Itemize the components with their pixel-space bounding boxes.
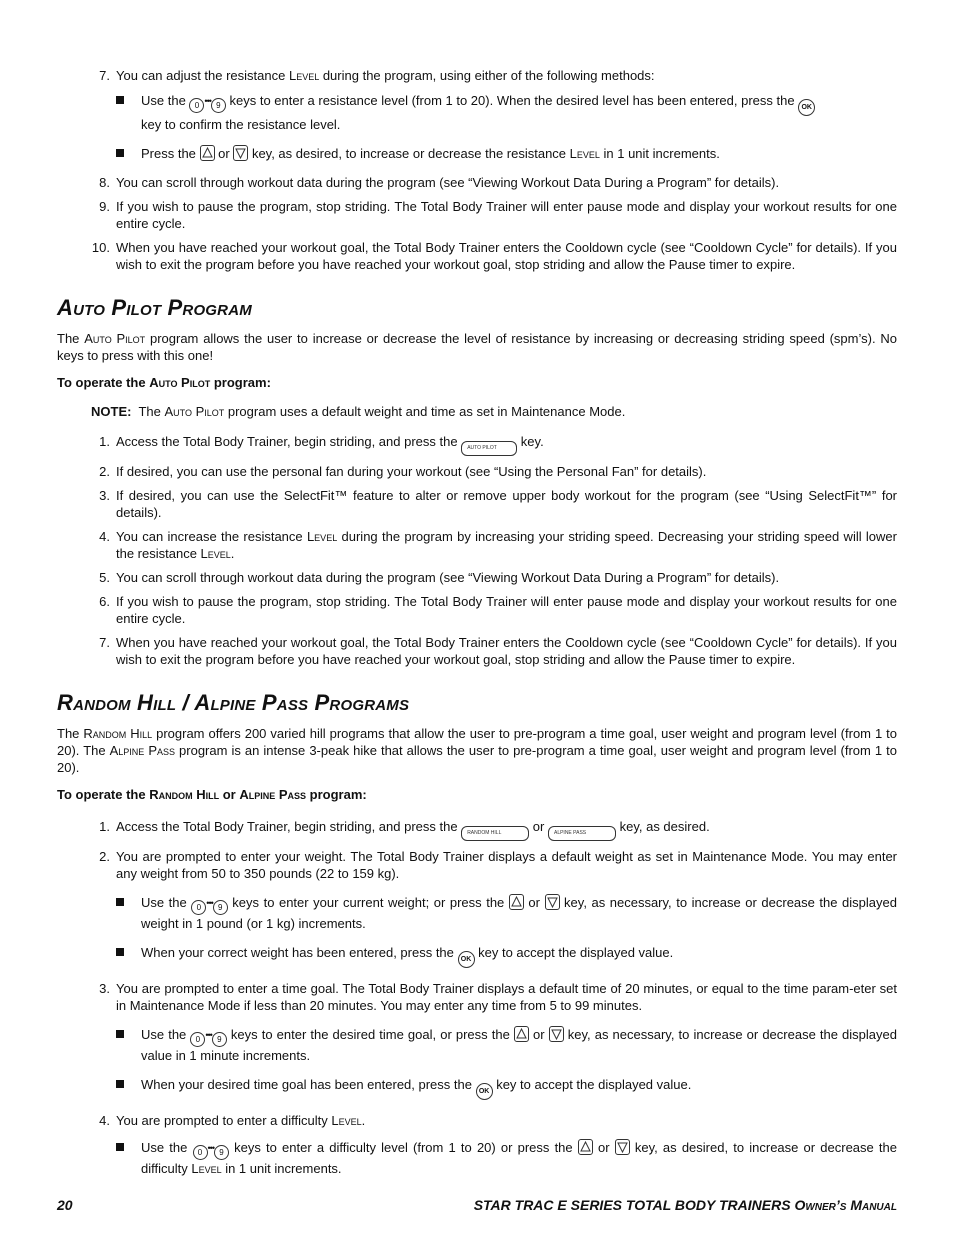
auto-pilot-intro: The Auto Pilot program allows the user to increase or decrease the level of resistance by increasing or decreasing striding speed (spm’s). No keys to press with this one! [57, 331, 897, 363]
list-item-10: 10. When you have reached your workout goal, the Total Body Trainer enters the Cooldown cycle (see “Cooldown Cycle” for details). If you wish to exit the program before you have reached your workout goal, stop striding and allow the Pause timer to expire. [91, 240, 897, 272]
bullet-numeric-keys: Use the 0 ••• 9 keys to enter a resistance level (from 1 to 20). When the desired level has been entered, press the OK key to confirm the resistance level. [57, 92, 897, 133]
auto-pilot-step-6: 6. If you wish to pause the program, stop striding. The Total Body Trainer will enter pause mode and display your workout results for one entire cycle. [99, 594, 897, 626]
random-step-4: 4. You are prompted to enter a difficulty Level. [99, 1113, 366, 1128]
auto-pilot-step-3: 3. If desired, you can use the SelectFit™ feature to alter or remove upper body workout for the program (see “Using SelectFit™” for details). [99, 488, 897, 520]
random-step-3: 3. You are prompted to enter a time goal. The Total Body Trainer displays a default time of 20 minutes, or equal to the time param-eter set in Maintenance Mode if less than 20 minutes. You may enter any time from 5 to 99 minutes. [99, 981, 897, 1013]
random-hill-operate: To operate the Random Hill or Alpine Pass program: [57, 787, 367, 802]
ok-key-icon: OK [458, 951, 475, 968]
keys-0-9-icon: 0 ••• 9 [193, 1140, 229, 1155]
bullet-square [116, 149, 124, 157]
random-hill-intro: The Random Hill program offers 200 varied hill programs that allow the user to pre-program a time goal, user weight and program level (from 1 to 20). The Alpine Pass program is an intense 3-peak hike that allows the user to pre-program a time goal, user weight and program level (from 1 to 20). [57, 726, 898, 775]
random-step-3-bullet-2: When your desired time goal has been entered, press the OK key to accept the displayed value. [57, 1076, 897, 1100]
bullet-square [116, 1080, 124, 1088]
heading-auto-pilot: Auto Pilot Program [57, 295, 252, 320]
manual-page [57, 67, 897, 1189]
auto-pilot-step-1: 1. Access the Total Body Trainer, begin striding, and press the AUTO PILOT key. [57, 433, 897, 456]
keys-0-9-icon: 0 ••• 9 [191, 895, 227, 910]
up-key-icon [200, 145, 215, 161]
list-item-7: 7. You can adjust the resistance Level during the program, using either of the following methods: [99, 68, 655, 83]
random-hill-key-icon: RANDOM HILL [461, 826, 529, 841]
page-number: 20 [57, 1197, 73, 1213]
auto-pilot-step-2: 2. If desired, you can use the personal fan during your workout (see “Using the Personal Fan” for details). [99, 464, 707, 479]
list-item-9: 9. If you wish to pause the program, stop striding. The Total Body Trainer will enter pause mode and display your workout results for one entire cycle. [99, 199, 897, 231]
down-key-icon [233, 145, 248, 161]
bullet-arrow-keys: Press the or key, as desired, to increase or decrease the resistance Level in 1 unit increments. [57, 145, 897, 162]
down-key-icon [545, 894, 560, 910]
alpine-pass-key-icon: ALPINE PASS [548, 826, 616, 841]
ok-key-icon: OK [798, 99, 815, 116]
down-key-icon [549, 1026, 564, 1042]
auto-pilot-note: NOTE: The Auto Pilot program uses a default weight and time as set in Maintenance Mode. [91, 404, 626, 419]
auto-pilot-operate: To operate the Auto Pilot program: [57, 375, 271, 390]
auto-pilot-step-5: 5. You can scroll through workout data during the program (see “Viewing Workout Data During a Program” for details). [99, 570, 780, 585]
up-key-icon [578, 1139, 593, 1155]
up-key-icon [509, 894, 524, 910]
bullet-square [116, 1143, 124, 1151]
up-key-icon [514, 1026, 529, 1042]
bullet-square [116, 948, 124, 956]
heading-random-hill-alpine-pass: Random Hill / Alpine Pass Programs [57, 690, 410, 715]
random-step-1: 1. Access the Total Body Trainer, begin striding, and press the RANDOM HILL or ALPINE PASS key, as desired. [57, 818, 897, 841]
random-step-2: 2. You are prompted to enter your weight. The Total Body Trainer displays a default weight as set in Maintenance Mode. You may enter any weight from 50 to 350 pounds (22 to 159 kg). [99, 849, 897, 881]
ok-key-icon: OK [476, 1083, 493, 1100]
bullet-square [116, 1030, 124, 1038]
auto-pilot-key-icon: AUTO PILOT [461, 441, 517, 456]
list-item-8: 8. You can scroll through workout data during the program (see “Viewing Workout Data During a Program” for details). [99, 175, 780, 190]
random-step-4-bullet-1: Use the 0 ••• 9 keys to enter a difficulty level (from 1 to 20) or press the or key, as desired, to increase or decrease the difficulty Level in 1 unit increments. [57, 1139, 897, 1177]
random-step-3-bullet-1: Use the 0 ••• 9 keys to enter the desired time goal, or press the or key, as necessary, to increase or decrease the displayed value in 1 minute increments. [57, 1026, 897, 1064]
auto-pilot-step-4: 4. You can increase the resistance Level during the program by increasing your striding speed. Decreasing your striding speed will lower the resistance Level. [99, 529, 897, 561]
bullet-square [116, 898, 124, 906]
bullet-square [116, 96, 124, 104]
down-key-icon [615, 1139, 630, 1155]
random-step-2-bullet-2: When your correct weight has been entered, press the OK key to accept the displayed value. [57, 944, 897, 968]
random-step-2-bullet-1: Use the 0 ••• 9 keys to enter your current weight; or press the or key, as necessary, to increase or decrease the displayed weight in 1 pound (or 1 kg) increments. [57, 894, 897, 932]
auto-pilot-step-7: 7. When you have reached your workout goal, the Total Body Trainer enters the Cooldown cycle (see “Cooldown Cycle” for details). If you wish to exit the program before you have reached your workout goal, stop striding and allow the Pause timer to expire. [99, 635, 897, 667]
keys-0-9-icon: 0 ••• 9 [190, 1027, 226, 1042]
keys-0-9-icon: 0 ••• 9 [189, 93, 225, 108]
manual-title: STAR TRAC E SERIES TOTAL BODY TRAINERS Owner’s Manual [473, 1197, 897, 1213]
